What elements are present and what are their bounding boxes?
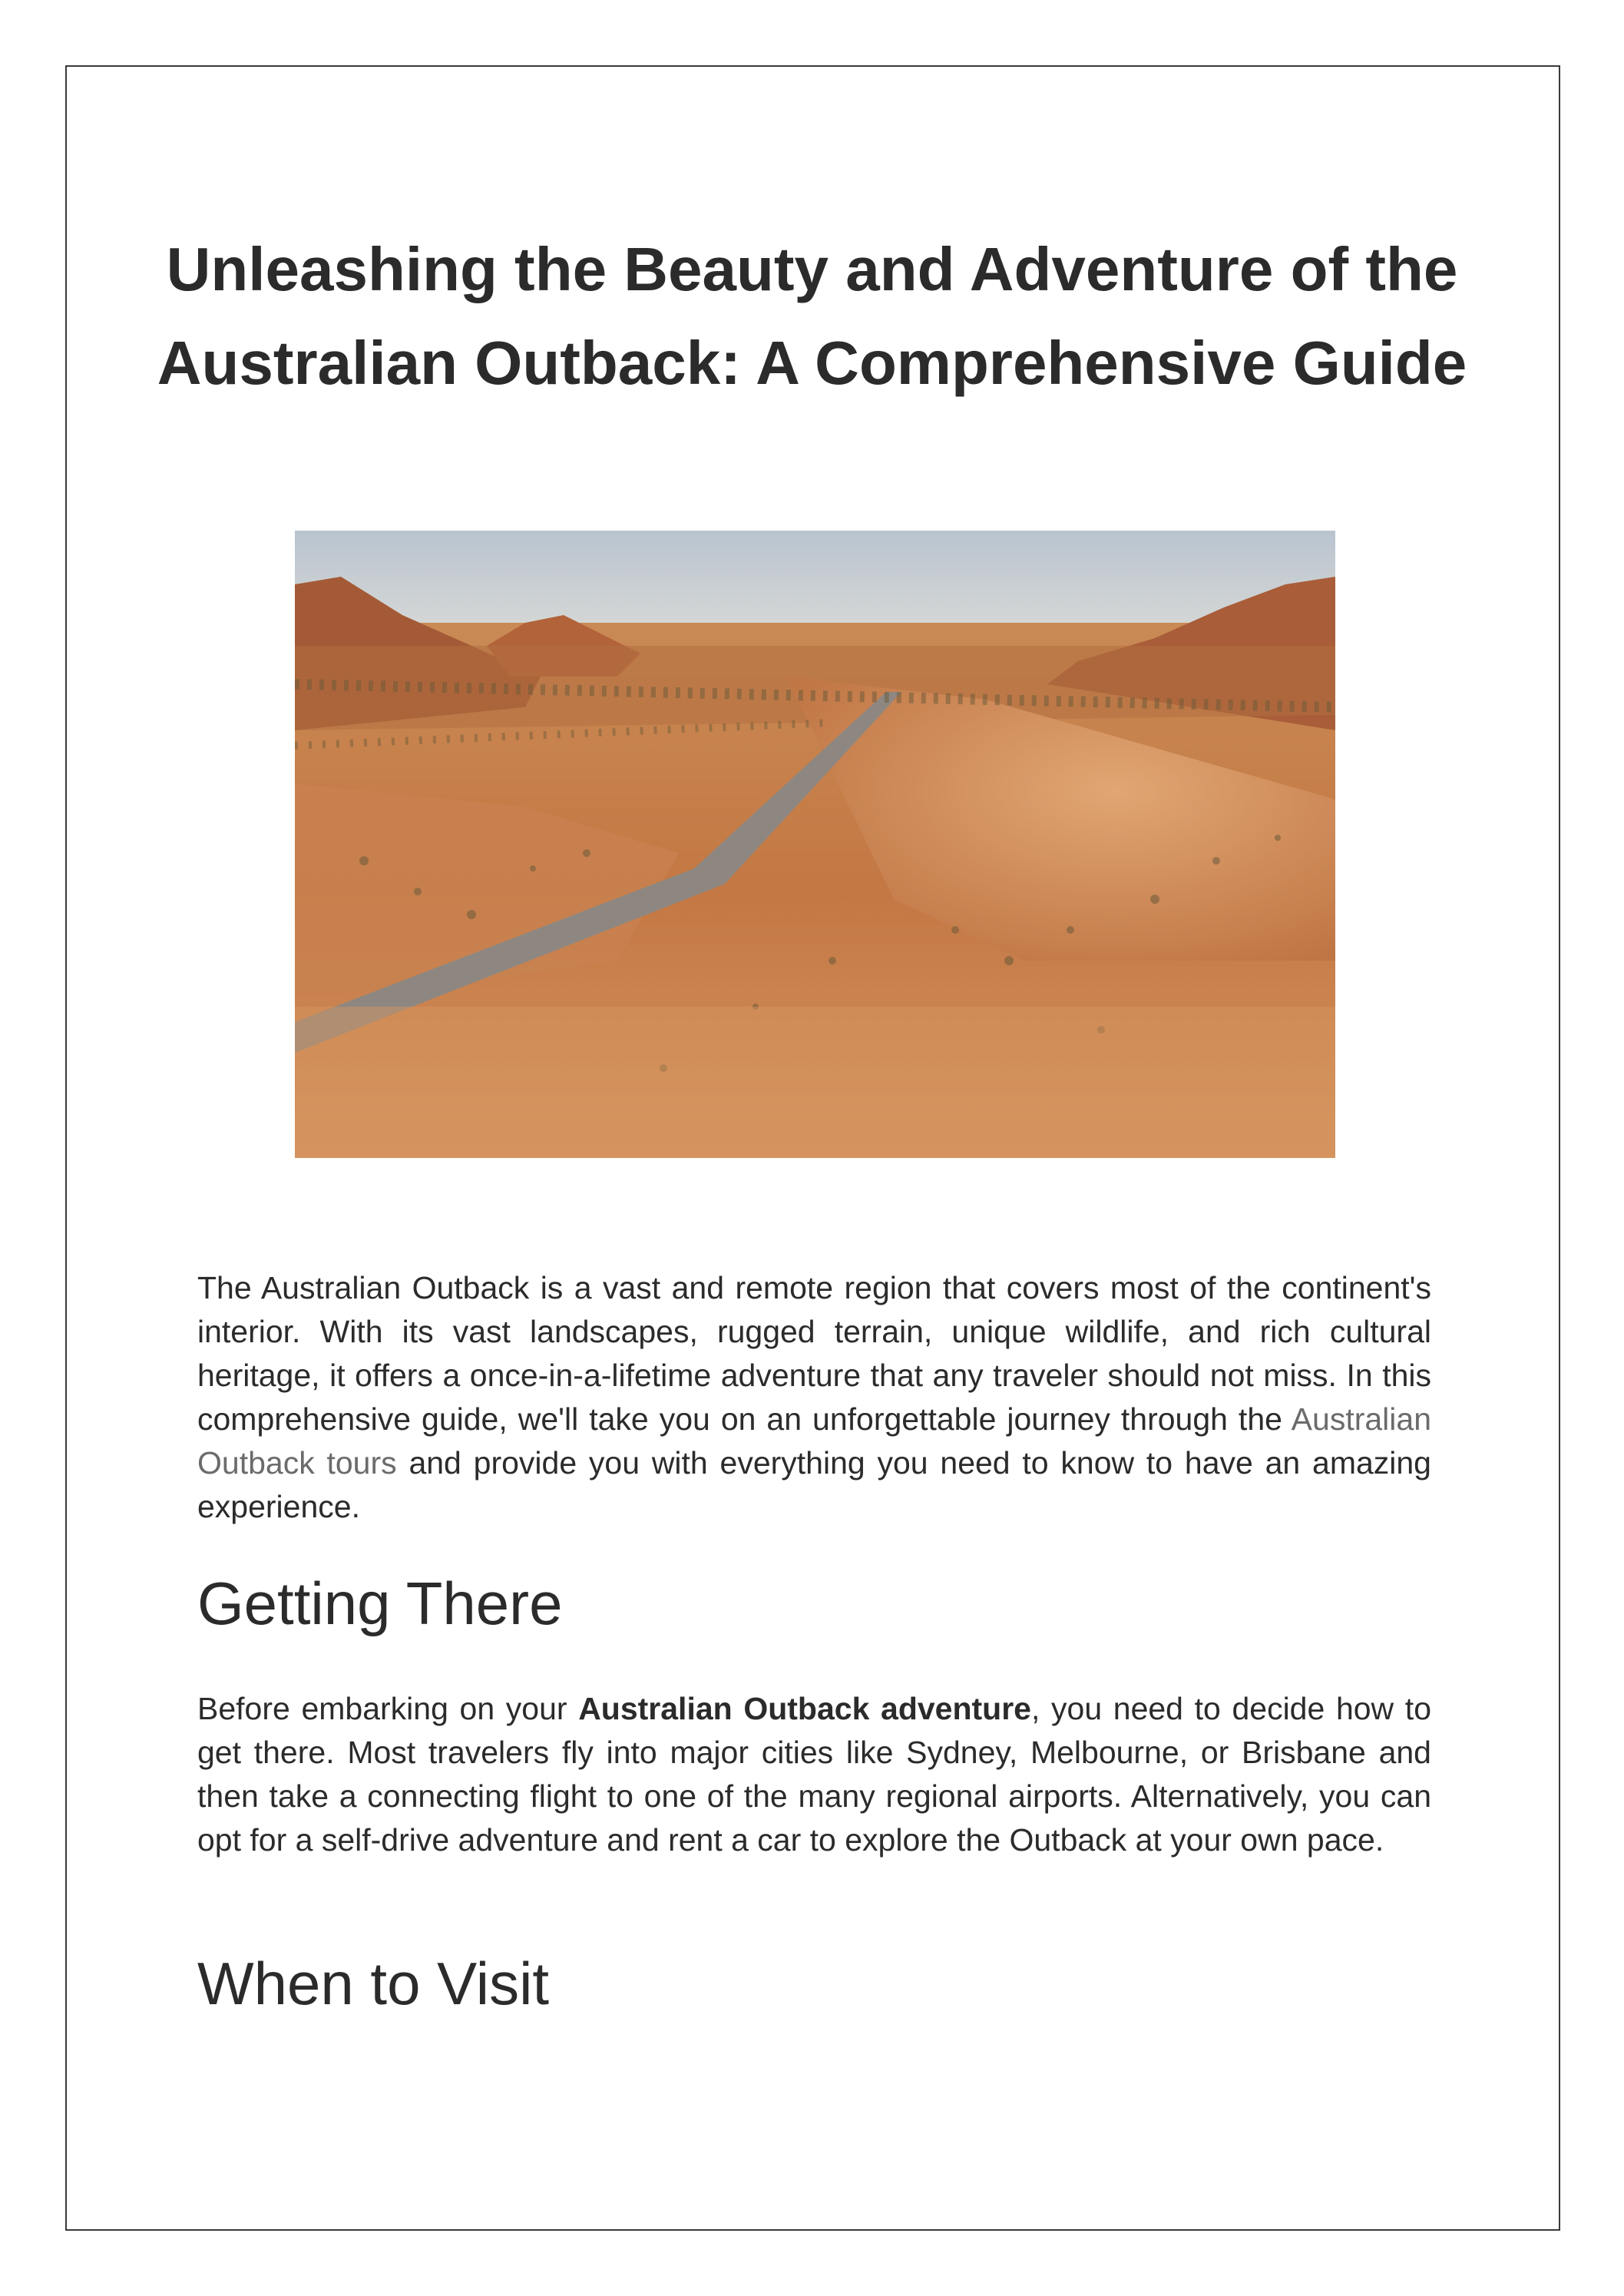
bold-phrase: Australian Outback adventure xyxy=(578,1691,1031,1726)
intro-paragraph xyxy=(197,1266,1431,1529)
heading-when-to-visit: When to Visit xyxy=(197,1950,550,2017)
intro-text: The Australian Outback is a vast and remote region that covers most of the continent's interior. With its vast landscapes, rugged terrain, unique wildlife, and rich cultural heritage, it offers a once-in-a-lifetime adventure that any traveler should not miss. In this comprehensive guide, we'll take you on an unforgettable journey through the xyxy=(197,1270,1431,1437)
heading-getting-there: Getting There xyxy=(197,1570,563,1637)
hero-image xyxy=(295,531,1335,1158)
outback-landscape-icon xyxy=(295,531,1335,1158)
page-title: Unleashing the Beauty and Adventure of the Australian Outback: A Comprehensive Guide xyxy=(157,235,1467,397)
getting-there-text: Before embarking on your xyxy=(197,1691,579,1726)
getting-there-text-continued: , you need to decide how to get there. Most travelers fly into major cities like Sydney, Melbourne, or Brisbane and then take a connecting flight to one of the many regional airports. Alternatively, you can opt for a self-drive adventure and rent a car to explore the Outback at your own pace. xyxy=(197,1691,1431,1858)
intro-text-continued: and provide you with everything you need to know to have an amazing experience. xyxy=(197,1445,1431,1524)
getting-there-paragraph xyxy=(197,1687,1431,1862)
australian-outback-tours-link[interactable]: Australian Outback tours xyxy=(197,1401,1431,1480)
